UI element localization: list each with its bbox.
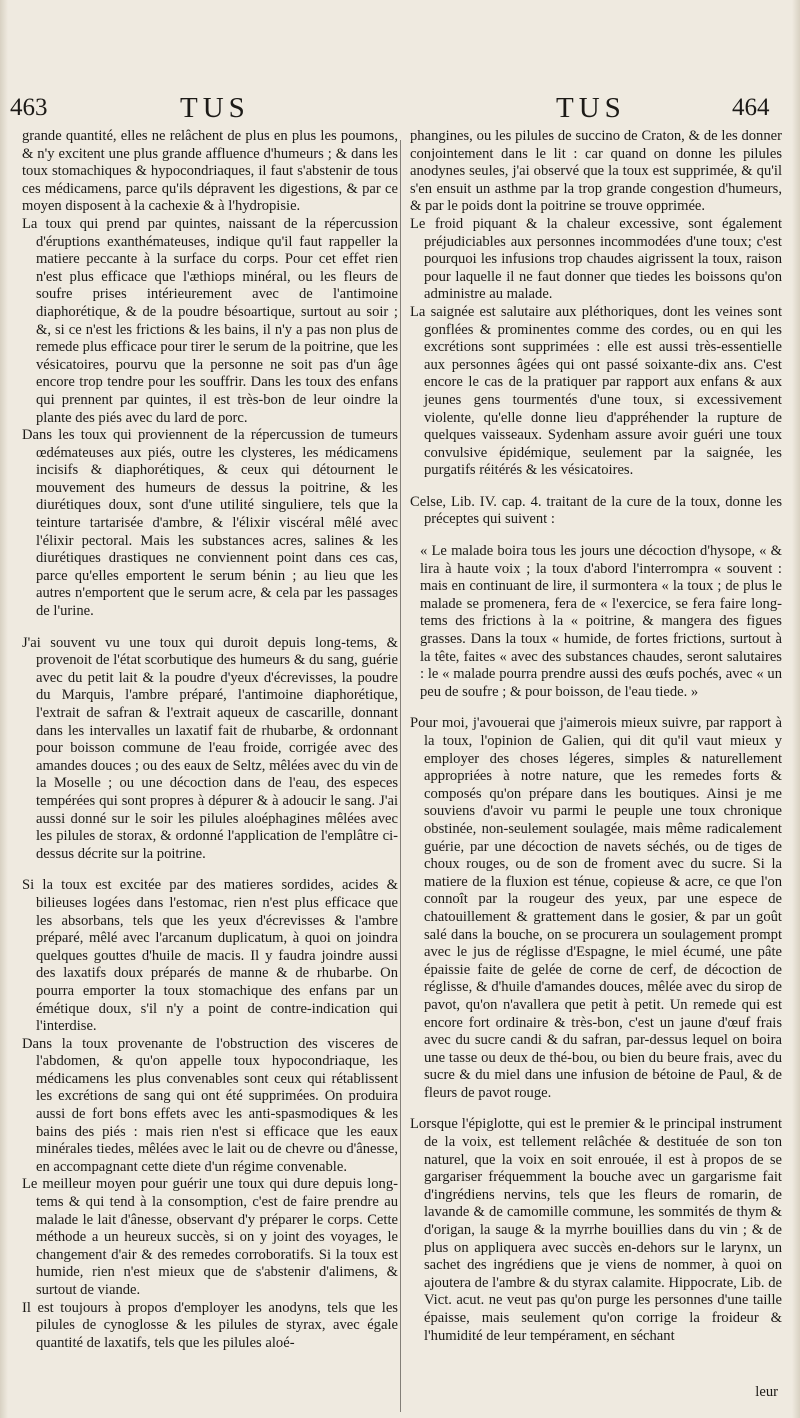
paragraph: Dans les toux qui proviennent de la répercussion de tumeurs œdémateuses aux piés, outre les clysteres, les médicamens incisifs & diaphorétiques, & ceux qui détournent le mouvement des humeurs de dessus la poitrine, & les diurétiques doux, sont d'une utilité singuliere, tels que la teinture tartarisée d'ambre, & l'élixir viscéral mêlé avec l'élixir pectoral. Mais les substances acres, salines & les diurétiques drastiques ne conviennent point dans ces cas, parce qu'elles emportent le serum bénin ; au lieu que les autres n'emportent que le serum acre, & cela par les passages de l'urine. — [22, 427, 398, 620]
paragraph: La saignée est salutaire aux pléthoriques, dont les veines sont gonflées & prominentes comme des cordes, ou en qui les excrétions sont supprimées : elle est aussi très-essentielle aux personnes âgées qui ont passé soixante-dix ans. C'est encore le cas de la pratiquer par rapport aux enfans & aux jeunes gens tourmentés d'une toux, si excessivement violente, qu'elle donne lieu d'appréhender la rupture de quelques vaisseaux. Sydenham assure avoir guéri une toux convulsive épidémique, seulement par la saignée, les purgatifs réitérés & les vésicatoires. — [410, 303, 782, 479]
page-number-left: 463 — [10, 94, 48, 121]
page-number-right: 464 — [732, 94, 770, 121]
paragraph: Si la toux est excitée par des matieres sordides, acides & bilieuses logées dans l'estomac, rien n'est plus efficace que les absorbans, tels que les yeux d'écrevisses & l'ambre préparé, mêlé avec l'arcanum duplicatum, à quoi on joindra quelques gouttes d'huile de macis. Il y faudra joindre aussi des laxatifs doux préparés de manne & de rhubarbe. On pourra emporter la toux stomachique des enfans par un émétique doux, s'il n'y a point de contre-indication qui l'interdise. — [22, 877, 398, 1035]
running-head-left: TUS — [180, 92, 250, 124]
paragraph: phangines, ou les pilules de succino de Craton, & de les donner conjointement dans le lit : car quand on donne les pilules anodynes seules, j'ai observé que la toux est supprimée, & qu'il s'en ensuit un asthme par la trop grande congestion d'humeurs, & par le poids dont la poitrine se trouve opprimée. — [410, 128, 782, 215]
quotation: « Le malade boira tous les jours une décoction d'hysope, « & lira à haute voix ; la toux d'abord l'interrompra « souvent : mais en continuant de lire, il surmontera « la toux ; de plus le malade se promenera, fera de « l'exercice, se fera faire long-tems des frictions à la « poitrine, & mangera des figues grasses. Dans la toux « humide, de fortes frictions, surtout à la tête, faites « avec des substances chaudes, seront salutaires : le « malade pourra prendre aussi des œufs pochés, avec « un peu de soufre ; & pour boisson, de l'eau tiede. » — [420, 543, 782, 700]
paragraph: Le meilleur moyen pour guérir une toux qui dure depuis long-tems & qui tend à la consomption, c'est de faire prendre au malade le lait d'ânesse, observant d'y préparer le corps. Cette méthode a un heureux succès, si on y joint des voyages, le changement d'air & des remedes corroboratifs. Si la toux est humide, rien n'est mieux que de s'abstenir d'alimens, & surtout de viande. — [22, 1176, 398, 1298]
paragraph: Celse, Lib. IV. cap. 4. traitant de la cure de la toux, donne les préceptes qui suivent : — [410, 493, 782, 528]
paragraph: Dans la toux provenante de l'obstruction des visceres de l'abdomen, & qu'on appelle toux hypocondriaque, les médicamens les plus convenables sont ceux qui rétablissent les excrétions de sang qui ont été supprimées. On produira aussi de fort bons effets avec les anti-spasmodiques & les bains des piés : mais rien n'est si efficace que les eaux minérales tiedes, mêlées avec le lait ou de chevre ou d'ânesse, en accompagnant cette diete d'un régime convenable. — [22, 1035, 398, 1175]
paragraph: grande quantité, elles ne relâchent de plus en plus les poumons, & n'y excitent une plus grande affluence d'humeurs ; & dans les toux stomachiques & hypocondriaques, il faut s'abstenir de tous ces médicamens, parce qu'ils dépravent les digestions, & par ce moyen disposent à la cachexie & à l'hydropisie. — [22, 128, 398, 215]
page-edge-left — [0, 0, 8, 1418]
paragraph: Le froid piquant & la chaleur excessive, sont également préjudiciables aux personnes incommodées d'une toux; c'est pourquoi les infusions trop chaudes aigrissent la toux, raison pour laquelle il ne faut donner que tiedes les boissons qu'on administre au malade. — [410, 215, 782, 303]
paragraph: La toux qui prend par quintes, naissant de la répercussion d'éruptions exanthémateuses, indique qu'il faut rappeller la matiere peccante à la surface du corps. Pour cet effet rien n'est plus efficace que l'æthiops minéral, ou les fleurs de soufre prises intérieurement avec de l'antimoine diaphorétique, & de la poudre bésoartique, surtout au soir ; &, si ce n'est les frictions & les bains, il n'y a pas non plus de remede plus efficace pour tirer le serum de la poitrine, que les vésicatoires, pourvu que la personne ne soit pas d'un âge encore trop tendre pour les souffrir. Dans les toux des enfans qui prennent par quintes, il est très-bon de leur oindre la plante des piés avec du lard de porc. — [22, 215, 398, 426]
paragraph: Il est toujours à propos d'employer les anodyns, tels que les pilules de cynoglosse & les pilules de styrax, avec égale quantité de laxatifs, tels que les pilules aloé- — [22, 1299, 398, 1351]
running-head-right: TUS — [556, 92, 626, 124]
paragraph: Lorsque l'épiglotte, qui est le premier & le principal instrument de la voix, est tellement relâchée & destituée de son ton naturel, que la voix en soit enrouée, il est à propos de se gargariser fréquemment la bouche avec un gargarisme fait d'ingrédiens nervins, tels que les fleurs de romarin, de lavande & de camomille commune, les sommités de thym & d'origan, la sauge & la myrrhe bouillies dans du vin ; & de plus on appliquera avec succès en-dehors sur le larynx, un sachet des ingrédiens que je viens de nommer, à quoi on ajoutera de l'ambre & du styrax calamite. Hippocrate, Lib. de Vict. acut. ne veut pas qu'on purge les personnes d'une taille épaisse, mais seulement qu'on corrige la froideur & l'humidité de leur tempérament, en séchant — [410, 1116, 782, 1344]
page-edge-right — [792, 0, 800, 1418]
paragraph: J'ai souvent vu une toux qui duroit depuis long-tems, & provenoit de l'état scorbutique des humeurs & du sang, guérie avec du petit lait & la poudre d'yeux d'écrevisses, la poudre du Marquis, l'ambre préparé, l'antimoine diaphorétique, l'extrait de safran & l'extrait aqueux de cascarille, donnant dans les intervalles un laxatif fait de rhubarbe, & ordonnant pour boisson commune de l'eau froide, corrigée avec des amandes douces ; ou des eaux de Seltz, mêlées avec du vin de la Moselle ; ou une décoction dans de l'eau, des especes tempérées qui sont propres à dépurer & à adoucir le sang. J'ai aussi donné sur le soir les pilules aloéphagines mêlées avec les pilules de storax, & ordonné l'application de l'emplâtre ci-dessus décrite sur la poitrine. — [22, 634, 398, 862]
column-rule — [400, 140, 401, 1412]
catchword: leur — [755, 1384, 778, 1400]
right-column — [410, 128, 782, 1345]
left-column — [22, 128, 398, 1352]
paragraph: Pour moi, j'avouerai que j'aimerois mieux suivre, par rapport à la toux, l'opinion de Galien, qui dit qu'il vaut mieux y employer des choses légeres, simples & naturellement appropriées à notre nature, que les remedes forts & composés qu'on prépare dans les boutiques. Ainsi je me souviens d'avoir vu parmi le peuple une toux chronique obstinée, non-seulement soulagée, mais même radicalement guérie, par une décoction de navets séchés, ou de tiges de choux rouges, ou de son de froment avec du sucre. Si la matiere de la fluxion est ténue, copieuse & acre, ce que l'on connoît par la rougeur des yeux, par une espece de chatouillement & grattement dans le gosier, & par un goût salé dans la bouche, on se procurera un soulagement prompt avec le jus de réglisse d'Espagne, le miel écumé, une pâte épaissie faite de gelée de corne de cerf, de décoction de réglisse, & d'huile d'amandes douces, mêlée avec du sirop de pavot, qu'on n'avallera que petit à petit. Un remede qui est encore fort ordinaire & très-bon, c'est un jaune d'œuf frais avec du sucre candi & du safran, par-dessus lequel on boira une tasse ou deux de thé-bou, ou bien du beure frais, avec du sucre & du miel dans une infusion de bétoine de Paul, & de fleurs de pavot rouge. — [410, 715, 782, 1101]
